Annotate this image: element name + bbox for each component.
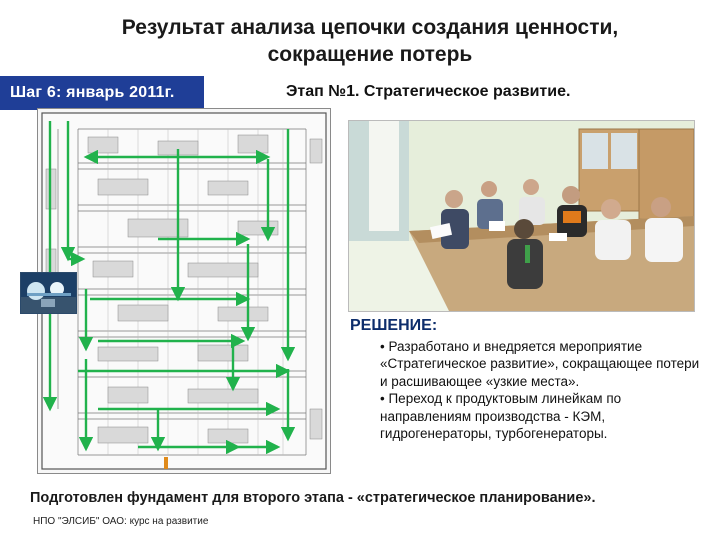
- meeting-photo-image: [349, 121, 694, 311]
- step-badge: Шаг 6: январь 2011г.: [0, 76, 204, 110]
- thumbnail-image: [21, 273, 76, 313]
- stage-title: Этап №1. Стратегическое развитие.: [286, 83, 571, 100]
- decision-heading: РЕШЕНИЕ:: [350, 317, 438, 334]
- factory-floor-plan: [37, 108, 331, 474]
- summary-text: Подготовлен фундамент для второго этапа - «стратегическое планирование».: [30, 490, 596, 506]
- footer-text: НПО "ЭЛСИБ" ОАО: курс на развитие: [33, 516, 209, 527]
- decision-body: [380, 338, 705, 442]
- decision-bullet-1: • Разработано и внедряется мероприятие «Стратегическое развитие», сокращающее потери и расшивающее «узкие места».: [380, 339, 700, 389]
- workshop-thumbnail: [20, 272, 77, 314]
- slide-title: [40, 14, 700, 68]
- floor-plan-drawing: [38, 109, 330, 473]
- slide-title-line1: Результат анализа цепочки создания ценности,: [121, 16, 619, 39]
- meeting-photo: [348, 120, 695, 312]
- decision-bullet-2: • Переход к продуктовым линейкам по направлениям производства - КЭМ, гидрогенераторы, турбогенераторы.: [380, 391, 622, 442]
- slide-title-line2: сокращение потерь: [267, 43, 473, 66]
